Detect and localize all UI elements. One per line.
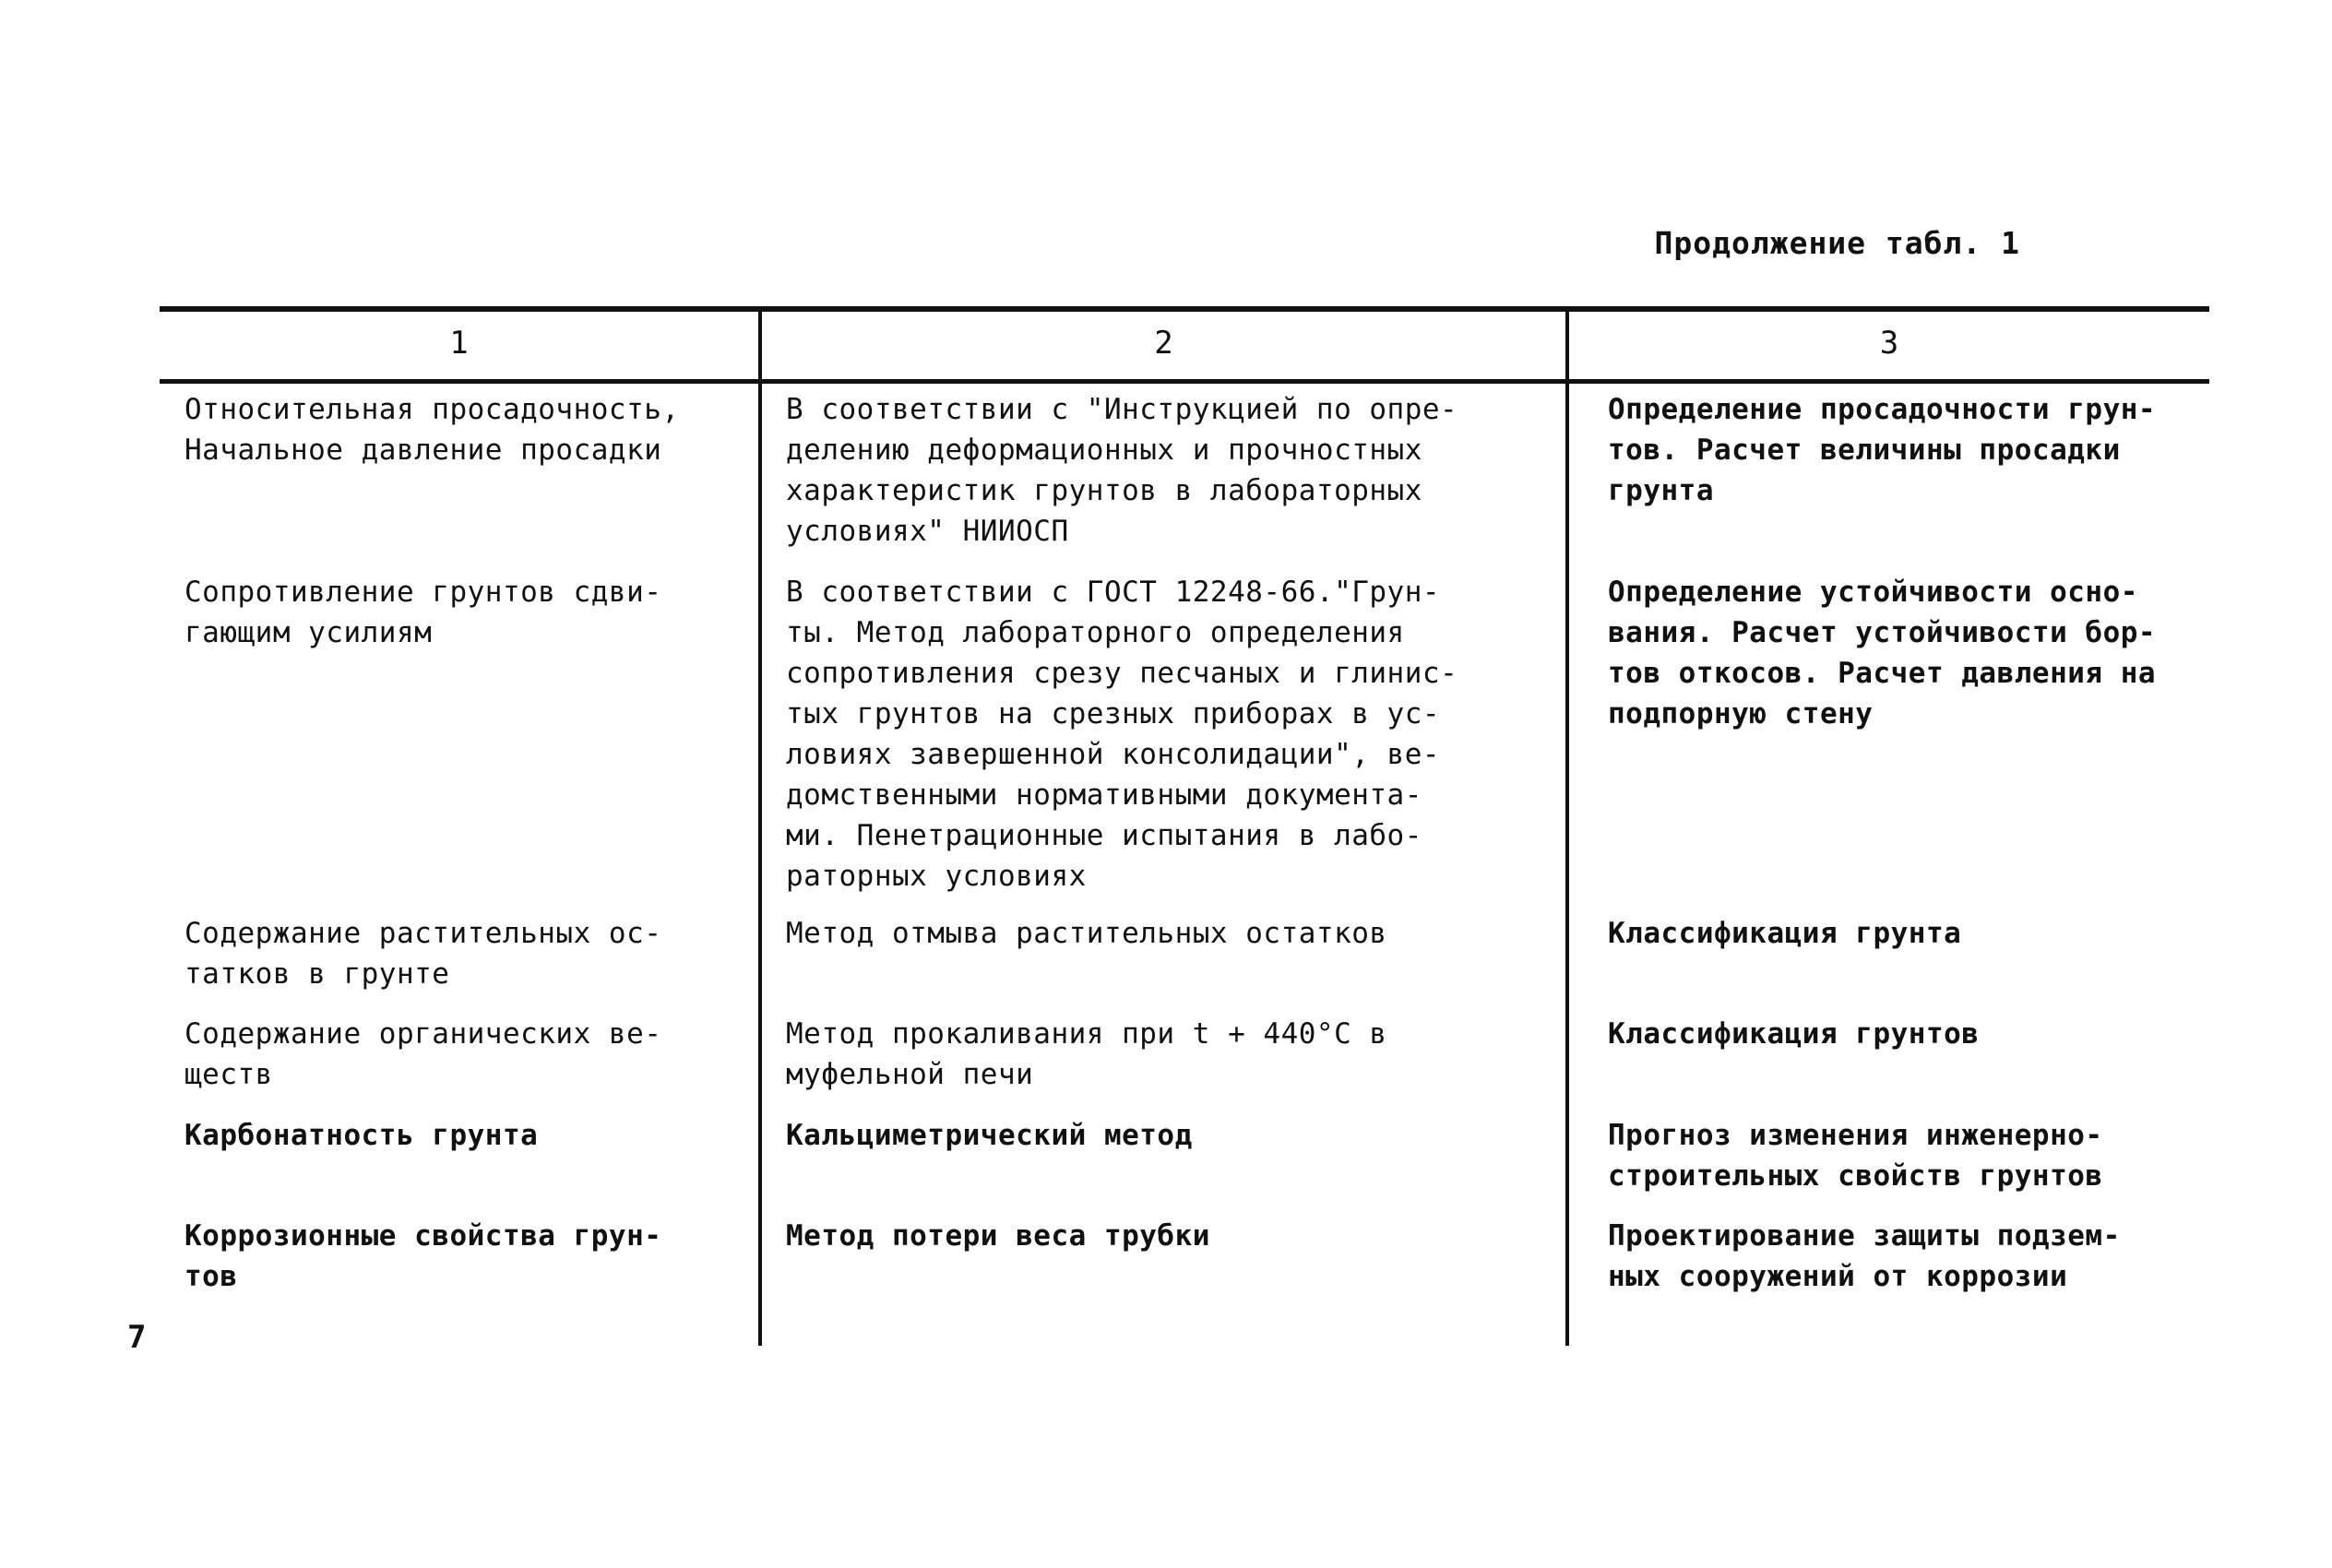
- cell-line: строительных свойств грунтов: [1608, 1159, 2103, 1193]
- table-header-rule: [160, 379, 2209, 384]
- cell-line: Относительная просадочность,: [184, 393, 680, 426]
- cell-line: сопротивления срезу песчаных и глинис-: [786, 657, 1458, 690]
- row5-col1: [184, 1115, 538, 1156]
- row5-col2: [786, 1115, 1193, 1156]
- row4-col2: [786, 1014, 1387, 1095]
- cell-line: ловиях завершенной консолидации", ве-: [786, 738, 1441, 771]
- cell-line: условиях" НИИОСП: [786, 515, 1069, 548]
- cell-line: делению деформационных и прочностных: [786, 434, 1422, 467]
- cell-line: гающим усилиям: [184, 616, 433, 649]
- column-divider-2: [1565, 309, 1569, 1346]
- row4-col1: [184, 1014, 661, 1095]
- page-margin-mark: 7: [127, 1319, 147, 1356]
- row6-col3: [1608, 1216, 2121, 1297]
- cell-line: тов откосов. Расчет давления на: [1608, 657, 2157, 690]
- cell-line: муфельной печи: [786, 1058, 1034, 1091]
- row1-col3: [1608, 389, 2156, 511]
- cell-line: грунта: [1608, 474, 1714, 507]
- cell-line: В соответствии с "Инструкцией по опре-: [786, 393, 1458, 426]
- cell-line: ми. Пенетрационные испытания в лабо-: [786, 819, 1422, 852]
- column-number-2: 2: [1154, 325, 1173, 362]
- cell-line: вания. Расчет устойчивости бор-: [1608, 616, 2157, 649]
- cell-line: Классификация грунта: [1608, 917, 1962, 950]
- row2-col3: [1608, 572, 2156, 734]
- cell-line: ществ: [184, 1058, 273, 1091]
- cell-line: Кальциметрический метод: [786, 1119, 1193, 1152]
- cell-line: Карбонатность грунта: [184, 1119, 539, 1152]
- cell-line: Определение устойчивости осно-: [1608, 576, 2138, 609]
- cell-line: Прогноз изменения инженерно-: [1608, 1119, 2103, 1152]
- continuation-caption: Продолжение табл. 1: [1654, 225, 2020, 261]
- cell-line: Метод отмыва растительных остатков: [786, 917, 1387, 950]
- row3-col1: [184, 913, 661, 994]
- row1-col2: [786, 389, 1458, 552]
- cell-line: Определение просадочности грун-: [1608, 393, 2157, 426]
- column-number-1: 1: [449, 325, 469, 362]
- cell-line: татков в грунте: [184, 957, 450, 991]
- cell-line: тов: [184, 1260, 238, 1293]
- cell-line: ты. Метод лабораторного определения: [786, 616, 1405, 649]
- cell-line: домственными нормативными документа-: [786, 778, 1422, 812]
- cell-line: Начальное давление просадки: [184, 434, 662, 467]
- cell-line: раторных условиях: [786, 860, 1087, 893]
- row6-col2: [786, 1216, 1210, 1256]
- row1-col1: [184, 389, 680, 470]
- cell-line: Содержание органических ве-: [184, 1017, 662, 1051]
- row6-col1: [184, 1216, 661, 1297]
- cell-line: Метод потери веса трубки: [786, 1219, 1210, 1253]
- column-divider-1: [758, 309, 762, 1346]
- row4-col3: [1608, 1014, 1979, 1054]
- cell-line: В соответствии с ГОСТ 12248-66."Грун-: [786, 576, 1441, 609]
- row3-col2: [786, 913, 1387, 954]
- cell-line: тых грунтов на срезных приборах в ус-: [786, 697, 1441, 731]
- row3-col3: [1608, 913, 1961, 954]
- cell-line: подпорную стену: [1608, 697, 1874, 731]
- cell-line: Сопротивление грунтов сдви-: [184, 576, 662, 609]
- row2-col2: [786, 572, 1458, 897]
- cell-line: тов. Расчет величины просадки: [1608, 434, 2121, 467]
- row2-col1: [184, 572, 661, 653]
- cell-line: Классификация грунтов: [1608, 1017, 1980, 1051]
- row5-col3: [1608, 1115, 2103, 1196]
- table-top-rule: [160, 306, 2209, 312]
- cell-line: Проектирование защиты подзем-: [1608, 1219, 2121, 1253]
- cell-line: Коррозионные свойства грун-: [184, 1219, 662, 1253]
- cell-line: Метод прокаливания при t + 440°С в: [786, 1017, 1387, 1051]
- cell-line: характеристик грунтов в лабораторных: [786, 474, 1422, 507]
- cell-line: ных сооружений от коррозии: [1608, 1260, 2068, 1293]
- column-number-3: 3: [1879, 325, 1899, 362]
- cell-line: Содержание растительных ос-: [184, 917, 662, 950]
